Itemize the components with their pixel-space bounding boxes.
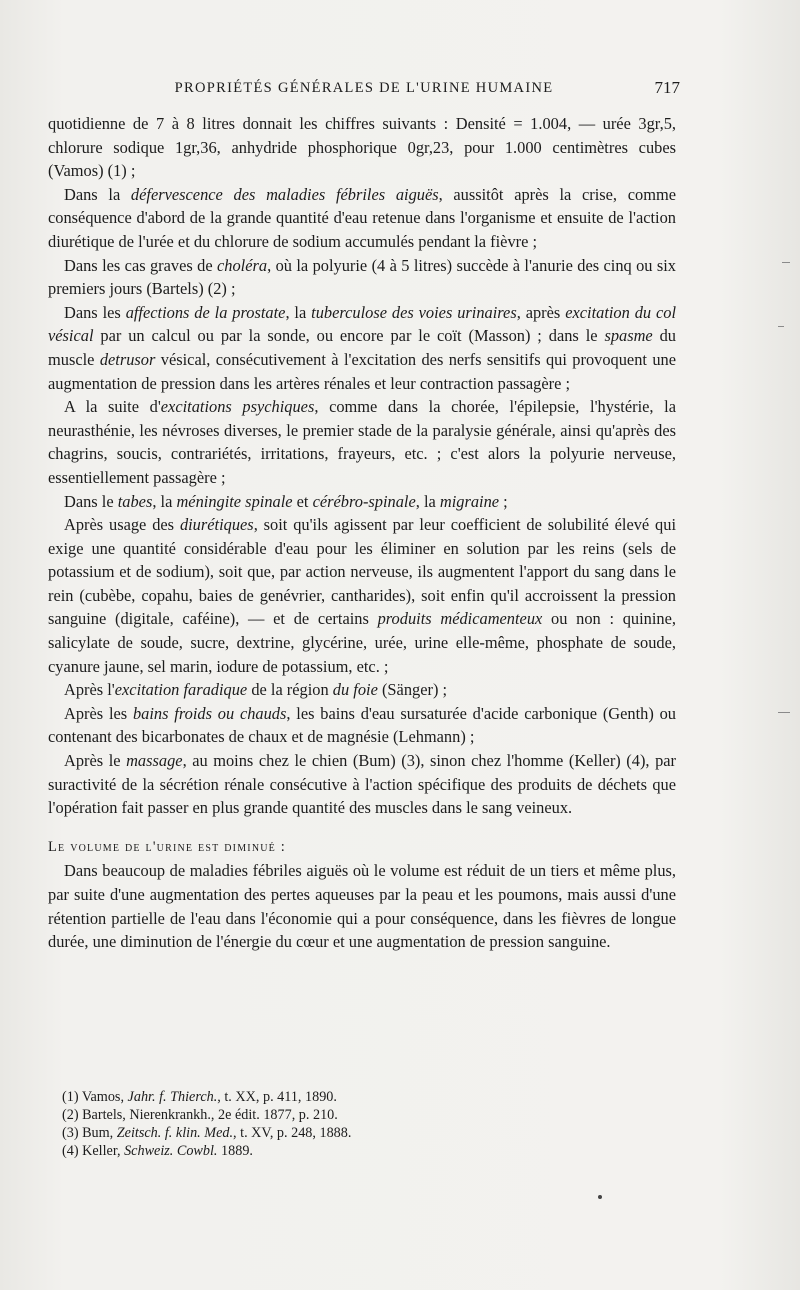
edge-mark [778, 326, 784, 327]
section-heading: Le volume de l'urine est diminué : [48, 838, 287, 855]
text-run: , aussitôt après la crise, comme conséquence d'abord de la grande quantité d'eau retenue dans l'organisme et ensuite de l'action diurétique de l'urée et du chlorure de sodium accumulés pendant la fièvre ; [48, 184, 676, 251]
paragraph [48, 749, 676, 820]
italic-text: Zeitsch. f. klin. Med. [116, 1125, 234, 1141]
text-run: , au moins chez le chien (Bum) (3), sinon chez l'homme (Keller) (4), par suractivité de la sécrétion rénale consécutive à l'action spécifique des produits de déchets que l'opération fait passer en plus grande quantité des muscles dans le sang veineux. [48, 751, 676, 818]
text-run: ; [499, 491, 508, 511]
italic-text: tuberculose des voies urinaires [311, 302, 517, 322]
edge-mark [778, 712, 790, 713]
text-run: du muscle [48, 326, 676, 369]
text-run: , la [415, 491, 440, 511]
italic-text: cérébro-spinale [312, 491, 416, 511]
italic-text: excitation faradique [114, 680, 248, 700]
italic-text: méningite spinale [176, 491, 293, 511]
text-run: , après [516, 302, 566, 322]
text-run: , où la polyurie (4 à 5 litres) succède à l'anurie des cinq ou six premiers jours (Bartels) (2) ; [48, 255, 676, 299]
text-run: (1) Vamos, [62, 1089, 128, 1105]
italic-text: défervescence des maladies fébriles aiguës [130, 184, 439, 204]
body-text [48, 112, 676, 954]
footnote [62, 1142, 622, 1160]
page-header [48, 78, 680, 102]
paragraph [48, 678, 676, 702]
text-run: ou non : quinine, salicylate de soude, sucre, dextrine, glycérine, urée, urine elle-même, phosphate de soude, cyanure jaune, sel marin, iodure de potassium, etc. ; [48, 609, 676, 676]
italic-text: massage [126, 751, 183, 771]
italic-text: affections de la prostate [125, 302, 286, 322]
text-run: Dans le [64, 491, 118, 511]
paragraph [48, 490, 676, 514]
paragraph [48, 183, 676, 254]
italic-text: produits médicamenteux [377, 609, 543, 629]
italic-text: excitation du col vésical [48, 302, 677, 346]
italic-text: migraine [439, 491, 500, 511]
text-run: (2) Bartels, Nierenkrankh., 2e édit. 1877, p. 210. [62, 1107, 338, 1123]
text-run: , les bains d'eau sursaturée d'acide carbonique (Genth) ou contenant des bicarbonates de chaux et de magnésie (Lehmann) ; [48, 703, 676, 747]
text-run: Dans les cas graves de [64, 255, 218, 275]
page-number: 717 [654, 78, 680, 97]
ink-speck [598, 1195, 602, 1199]
text-run: , la [285, 302, 312, 322]
italic-text: spasme [604, 326, 653, 346]
text-run: quotidienne de 7 à 8 litres donnait les chiffres suivants : Densité = 1.004, — urée 3gr,5, chlorure sodique 1gr,36, anhydride phosphorique 0gr,23, pour 1.000 centimètres cubes (Vamos) (1) ; [48, 114, 676, 181]
text-run: (Sänger) ; [377, 680, 448, 700]
text-run: , t. XV, p. 248, 1888. [233, 1125, 352, 1141]
italic-text: detrusor [99, 349, 156, 369]
final-paragraph [48, 859, 676, 953]
italic-text: Schweiz. Cowbl. [124, 1143, 218, 1159]
text-run: Dans les [64, 302, 126, 322]
italic-text: bains froids ou chauds [132, 703, 287, 723]
italic-text: choléra [217, 255, 268, 275]
paragraph [48, 301, 676, 395]
paragraph [48, 702, 676, 749]
text-run: vésical, consécutivement à l'excitation des nerfs sensitifs qui provoquent une augmentation de pression dans les artères rénales et leur contraction passagère ; [48, 349, 677, 393]
running-title: PROPRIÉTÉS GÉNÉRALES DE L'URINE HUMAINE [174, 80, 554, 96]
text-run: et [292, 491, 313, 511]
italic-text: excitations psychiques [160, 397, 315, 417]
paragraph [48, 254, 676, 301]
text-run: , soit qu'ils agissent par leur coefficient de solubilité élevé qui exige une quantité considérable d'eau pour les éliminer en solution par les reins (sels de potassium et de sodium), soit que, par action nerveuse, ils augmentent l'apport du sang dans le rein (cubèbe, copahu, baies de genévrier, cantharides), soit enfin qu'il accroissent la pression sanguine (digitale, caféine), — et de certains [48, 515, 676, 629]
text-run: A la suite d' [64, 397, 161, 417]
text-run: par un calcul ou par la sonde, ou encore par le coït (Masson) ; dans le [93, 326, 605, 346]
text-run: Dans la [64, 184, 131, 204]
text-run: , la [152, 491, 177, 511]
italic-text: du foie [332, 680, 378, 700]
italic-text: Jahr. f. Thierch. [127, 1089, 218, 1105]
text-run: Après le [64, 751, 127, 771]
paragraph [48, 112, 676, 183]
text-run: Après les [64, 703, 133, 723]
text-run: , t. XX, p. 411, 1890. [217, 1089, 337, 1105]
footnote [62, 1124, 622, 1142]
footnote [62, 1106, 622, 1124]
text-run: de la région [247, 680, 333, 700]
text-run: (3) Bum, [62, 1125, 117, 1141]
paragraph-list [48, 112, 676, 820]
paragraph [48, 513, 676, 678]
footnotes [62, 1088, 622, 1160]
italic-text: diurétiques [179, 515, 254, 535]
text-run: , comme dans la chorée, l'épilepsie, l'hystérie, la neurasthénie, les névroses diverses, le premier stade de la paralysie générale, ainsi qu'après des chagrins, soucis, contrariétés, irritations, frayeurs, etc. ; c'est alors la polyurie nerveuse, essentiellement passagère ; [48, 397, 676, 487]
paragraph [48, 395, 676, 489]
footnote [62, 1088, 622, 1106]
edge-mark [782, 262, 790, 263]
text-run: 1889. [217, 1143, 253, 1159]
text-run: (4) Keller, [62, 1143, 125, 1159]
text-run: Dans beaucoup de maladies fébriles aiguës où le volume est réduit de un tiers et même plus, par suite d'une augmentation des pertes aqueuses par la peau et les poumons, mais aussi d'une rétention partielle de l'eau dans l'économie qui a pour conséquence, dans les fièvres de longue durée, une diminution de l'énergie du cœur et une augmentation de pression sanguine. [48, 861, 676, 952]
text-run: Après usage des [64, 515, 180, 535]
italic-text: tabes [117, 491, 153, 511]
text-run: Après l' [64, 680, 115, 700]
